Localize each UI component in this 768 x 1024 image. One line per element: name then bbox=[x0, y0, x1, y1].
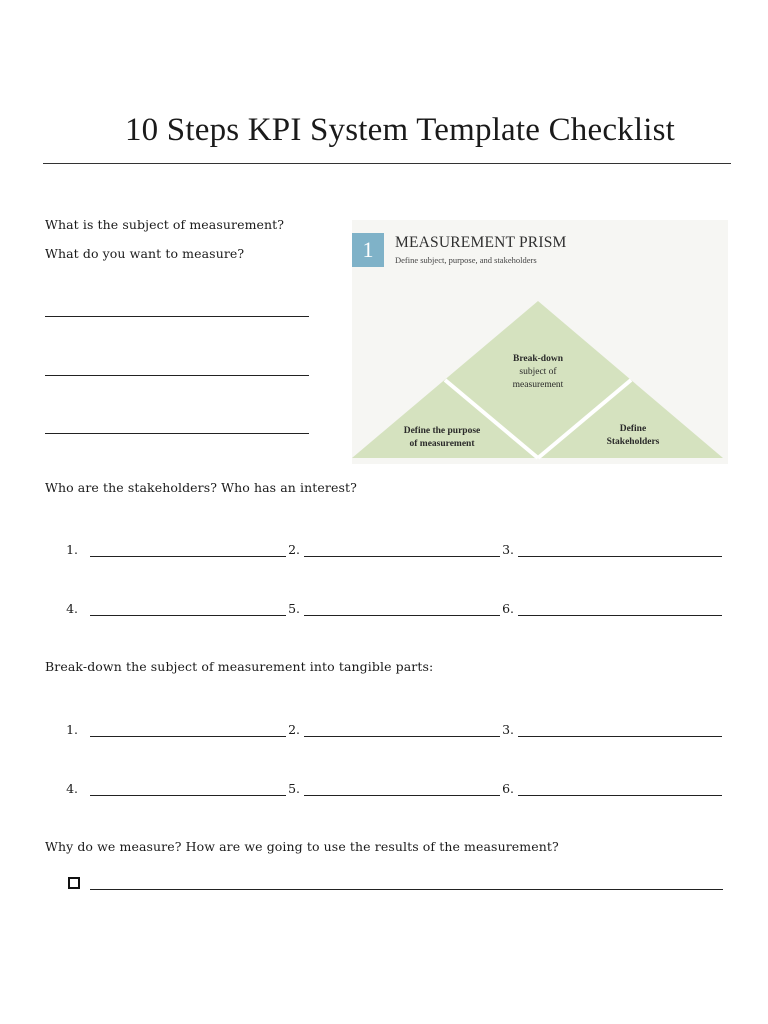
stakeholder-number-3: 3. bbox=[502, 542, 514, 557]
prism-title: MEASUREMENT PRISM bbox=[395, 234, 567, 251]
prism-left-label-line2: of measurement bbox=[409, 439, 475, 449]
answer-line-subject-1[interactable] bbox=[45, 316, 309, 317]
breakdown-number-1: 1. bbox=[66, 722, 78, 737]
question-why: Why do we measure? How are we going to use the results of the measurement? bbox=[45, 839, 559, 854]
stakeholder-line-1[interactable] bbox=[90, 556, 286, 557]
question-measure: What do you want to measure? bbox=[45, 246, 245, 261]
breakdown-line-6[interactable] bbox=[518, 795, 722, 796]
breakdown-line-1[interactable] bbox=[90, 736, 286, 737]
page-title: 10 Steps KPI System Template Checklist bbox=[124, 112, 676, 148]
breakdown-number-2: 2. bbox=[288, 722, 300, 737]
answer-line-subject-3[interactable] bbox=[45, 433, 309, 434]
breakdown-number-4: 4. bbox=[66, 781, 78, 796]
stakeholder-line-6[interactable] bbox=[518, 615, 722, 616]
stakeholder-line-4[interactable] bbox=[90, 615, 286, 616]
prism-right-label-line1: Define bbox=[619, 424, 647, 434]
prism-top-label bbox=[488, 353, 588, 392]
question-breakdown: Break-down the subject of measurement into tangible parts: bbox=[45, 659, 434, 674]
empty-square-icon[interactable] bbox=[68, 877, 80, 889]
stakeholder-line-5[interactable] bbox=[304, 615, 500, 616]
breakdown-line-3[interactable] bbox=[518, 736, 722, 737]
breakdown-line-2[interactable] bbox=[304, 736, 500, 737]
answer-line-subject-2[interactable] bbox=[45, 375, 309, 376]
stakeholder-number-6: 6. bbox=[502, 601, 514, 616]
prism-subtitle: Define subject, purpose, and stakeholders bbox=[395, 255, 537, 265]
step-number-badge: 1 bbox=[352, 233, 384, 267]
prism-right-label-line2: Stakeholders bbox=[606, 437, 660, 447]
prism-top-label-line3: measurement bbox=[512, 380, 564, 390]
breakdown-line-5[interactable] bbox=[304, 795, 500, 796]
stakeholder-line-3[interactable] bbox=[518, 556, 722, 557]
stakeholder-number-1: 1. bbox=[66, 542, 78, 557]
prism-top-label-bold: Break-down bbox=[513, 354, 563, 364]
prism-top-label-line2: subject of bbox=[519, 367, 557, 377]
question-stakeholders: Who are the stakeholders? Who has an interest? bbox=[45, 480, 357, 495]
breakdown-number-5: 5. bbox=[288, 781, 300, 796]
prism-left-label bbox=[387, 425, 497, 451]
breakdown-number-6: 6. bbox=[502, 781, 514, 796]
measurement-prism-figure bbox=[352, 220, 728, 464]
stakeholder-line-2[interactable] bbox=[304, 556, 500, 557]
breakdown-number-3: 3. bbox=[502, 722, 514, 737]
question-subject: What is the subject of measurement? bbox=[45, 217, 285, 232]
answer-line-why[interactable] bbox=[90, 889, 723, 890]
prism-left-label-line1: Define the purpose bbox=[403, 426, 481, 436]
stakeholder-number-5: 5. bbox=[288, 601, 300, 616]
stakeholder-number-4: 4. bbox=[66, 601, 78, 616]
stakeholder-number-2: 2. bbox=[288, 542, 300, 557]
breakdown-line-4[interactable] bbox=[90, 795, 286, 796]
prism-right-label bbox=[588, 423, 678, 449]
title-divider bbox=[43, 163, 731, 164]
